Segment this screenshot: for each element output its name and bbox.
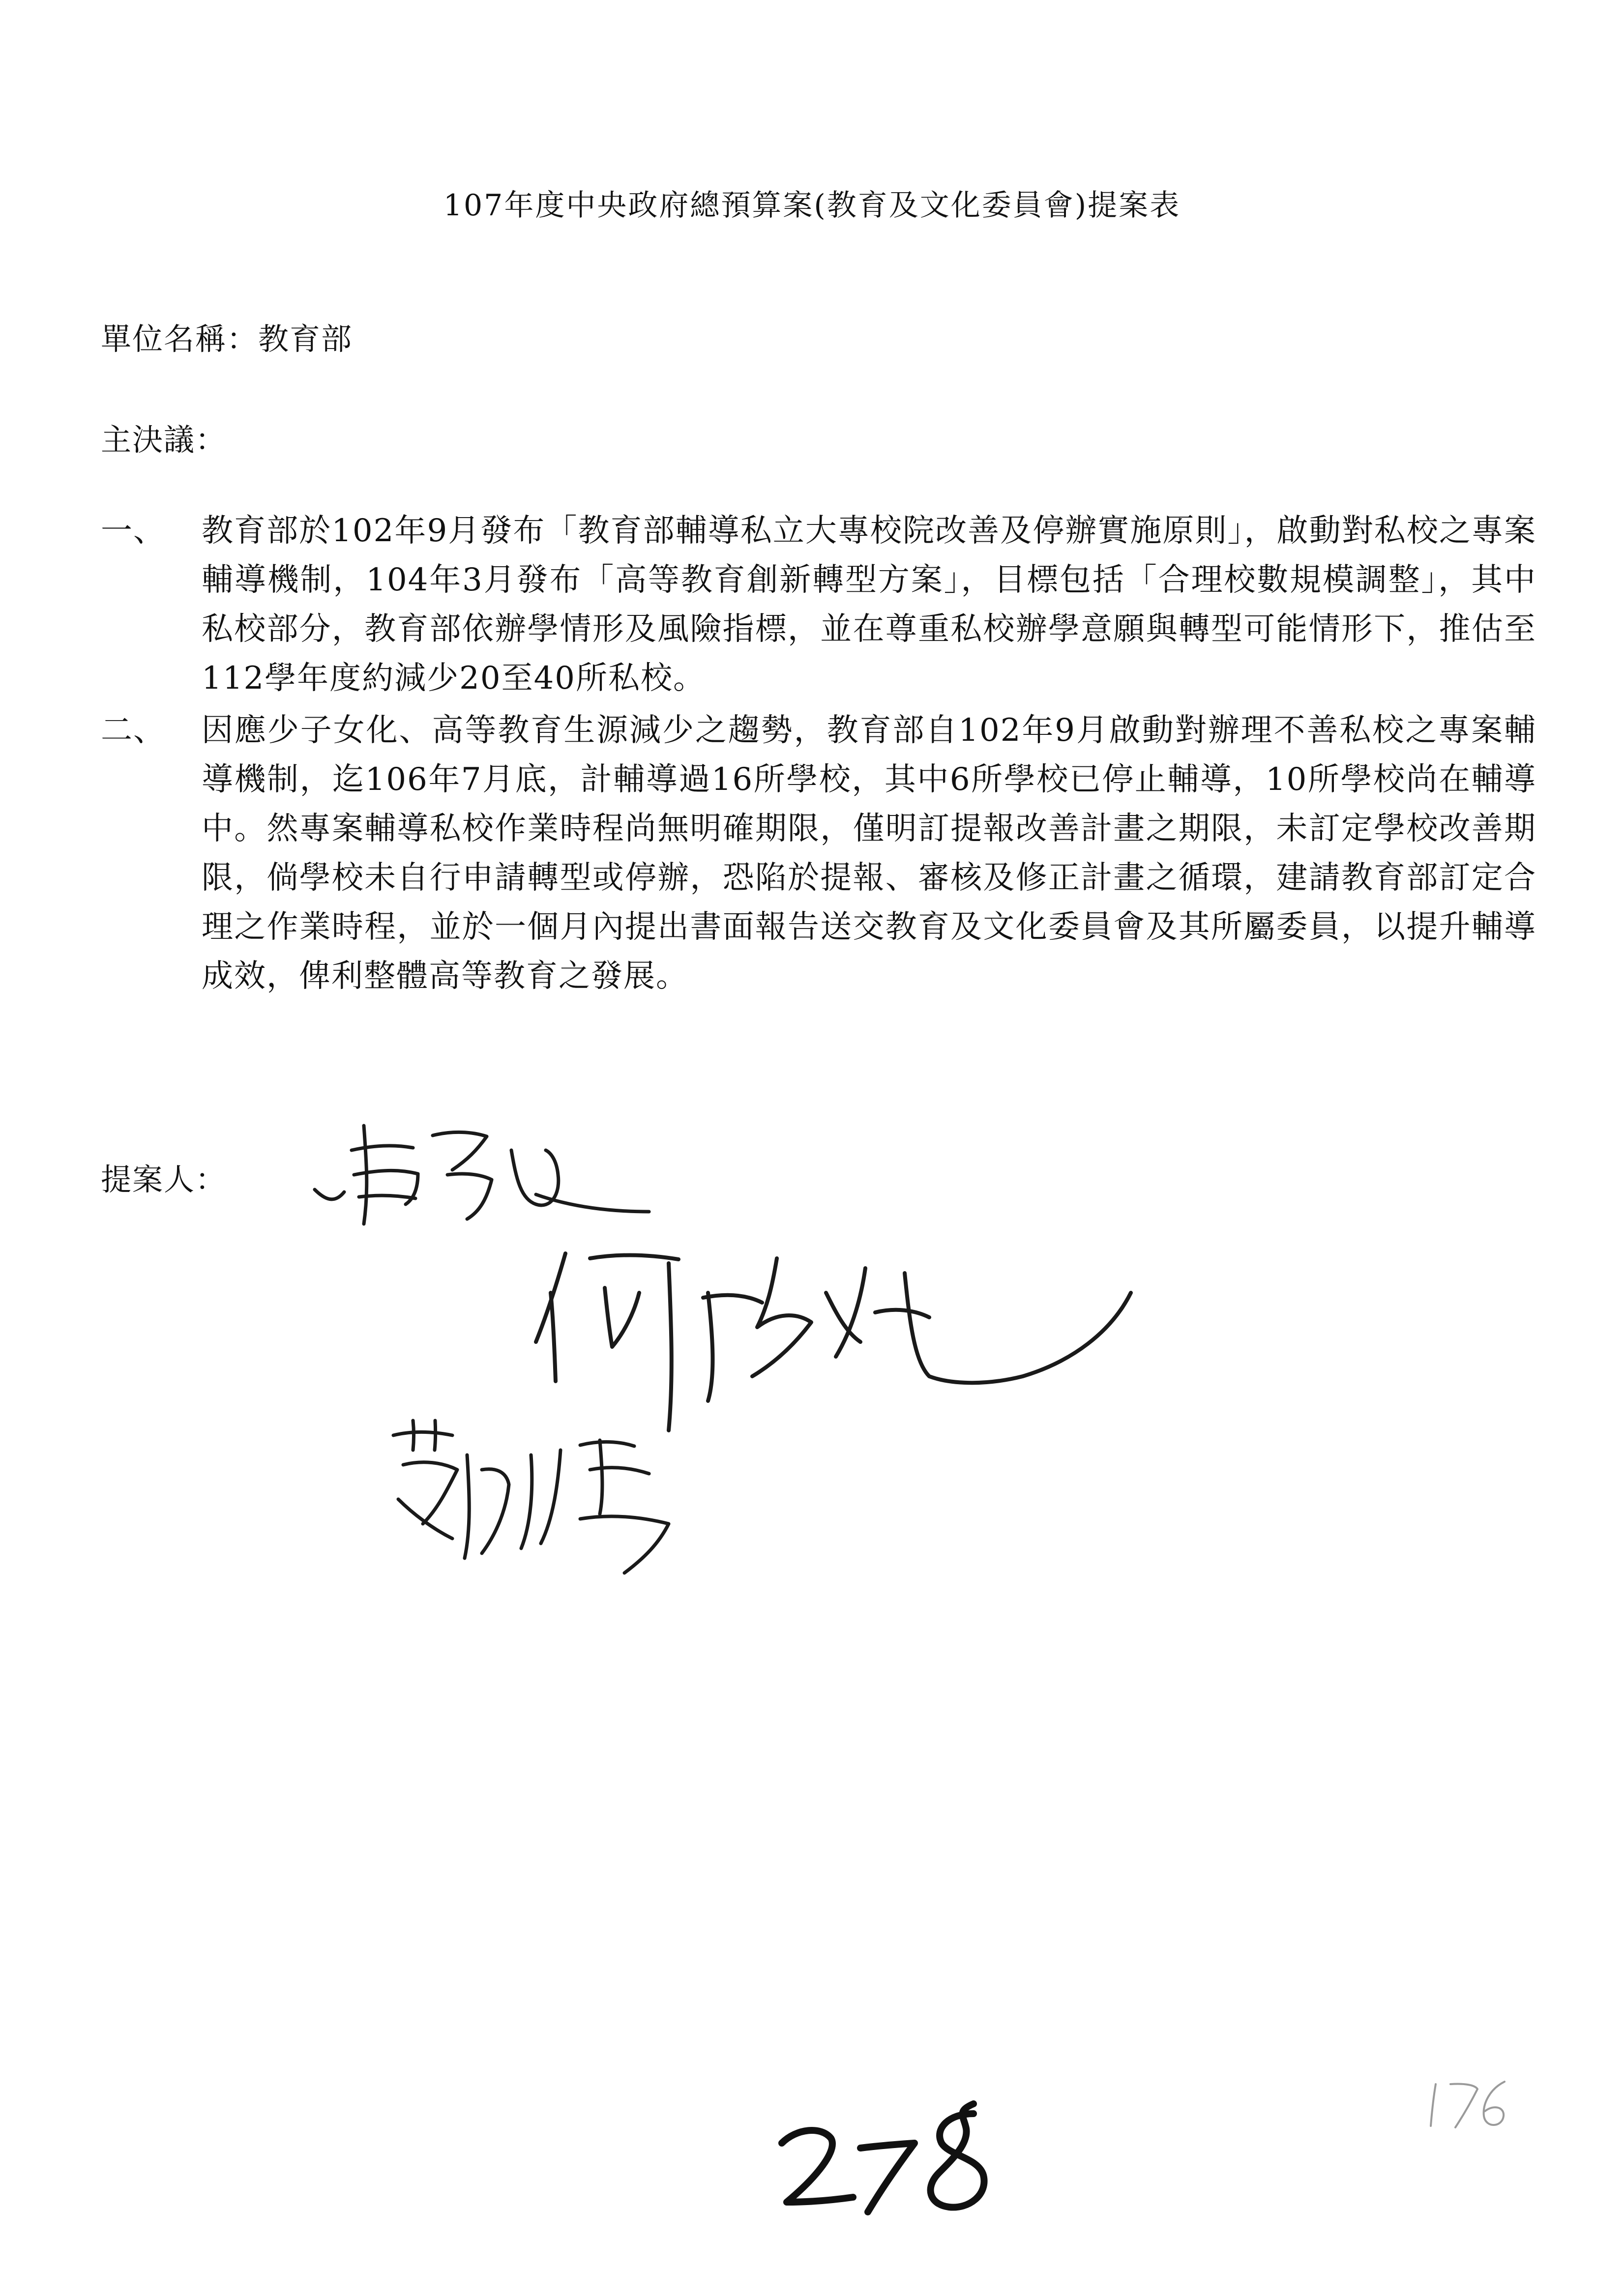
pencil-page-number	[1421, 2069, 1519, 2135]
item-text: 因應少子女化、高等教育生源減少之趨勢，教育部自102年9月啟動對辦理不善私校之專案輔導機制，迄106年7月底，計輔導過16所學校，其中6所學校已停止輔導，10所學校尚在輔導中。然專案輔導私校作業時程尚無明確期限，僅明訂提報改善計畫之期限，未訂定學校改善期限，倘學校未自行申請轉型或停辦，恐陷於提報、審核及修正計畫之循環，建請教育部訂定合理之作業時程，並於一個月內提出書面報告送交教育及文化委員會及其所屬委員，以提升輔導成效，俾利整體高等教育之發展。	[202, 712, 1536, 994]
handwritten-page-number	[767, 2084, 1003, 2234]
item-number: 一、	[101, 513, 166, 549]
resolution-item	[101, 506, 1536, 703]
signature-3	[384, 1411, 688, 1588]
unit-name: 單位名稱：教育部	[101, 321, 353, 357]
proposer-label: 提案人：	[101, 1162, 227, 1197]
item-text: 教育部於102年9月發布「教育部輔導私立大專校院改善及停辦實施原則」，啟動對私校之專案輔導機制，104年3月發布「高等教育創新轉型方案」，目標包括「合理校數規模調整」，其中私校部分，教育部依辦學情形及風險指標，並在尊重私校辦學意願與轉型可能情形下，推估至112學年度約減少20至40所私校。	[202, 513, 1536, 697]
item-number: 二、	[101, 712, 166, 749]
main-resolution-heading: 主決議：	[101, 422, 227, 458]
resolution-item	[101, 706, 1536, 1001]
document-title: 107年度中央政府總預算案(教育及文化委員會)提案表	[443, 188, 1181, 223]
resolution-list	[101, 506, 1536, 1004]
